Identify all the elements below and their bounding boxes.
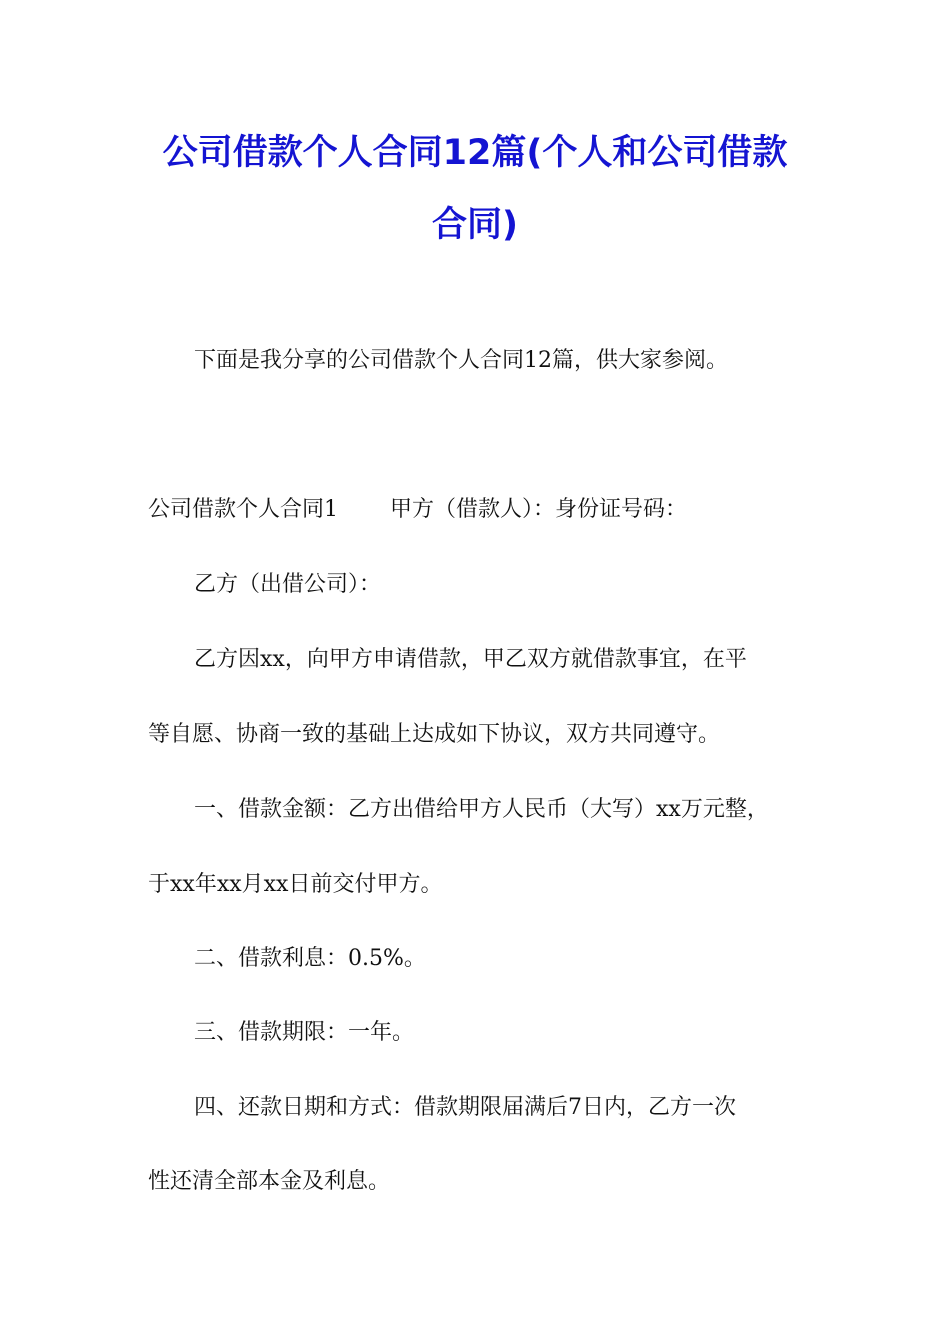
document-title-line2: 合同) bbox=[432, 205, 518, 245]
party-a-line: 甲方（借款人）：身份证号码： bbox=[390, 497, 688, 522]
preamble-line1: 乙方因xx，向甲方申请借款，甲乙双方就借款事宜，在平 bbox=[194, 647, 747, 672]
intro-paragraph: 下面是我分享的公司借款个人合同12篇，供大家参阅。 bbox=[194, 348, 728, 373]
document-title-line1: 公司借款个人合同12篇(个人和公司借款 bbox=[162, 133, 788, 173]
clause4-line2: 性还清全部本金及利息。 bbox=[148, 1169, 391, 1194]
clause1-line2: 于xx年xx月xx日前交付甲方。 bbox=[148, 872, 443, 897]
clause1-line1: 一、借款金额：乙方出借给甲方人民币（大写）xx万元整， bbox=[194, 797, 769, 822]
section-heading: 公司借款个人合同1 bbox=[148, 497, 338, 522]
party-b-line: 乙方（出借公司）： bbox=[194, 572, 382, 597]
clause3-line: 三、借款期限：一年。 bbox=[194, 1020, 415, 1045]
clause2-line: 二、借款利息：0.5%。 bbox=[194, 946, 426, 971]
clause4-line1: 四、还款日期和方式：借款期限届满后7日内，乙方一次 bbox=[194, 1095, 736, 1120]
section-heading-row bbox=[148, 495, 687, 525]
preamble-line2: 等自愿、协商一致的基础上达成如下协议，双方共同遵守。 bbox=[148, 722, 721, 747]
